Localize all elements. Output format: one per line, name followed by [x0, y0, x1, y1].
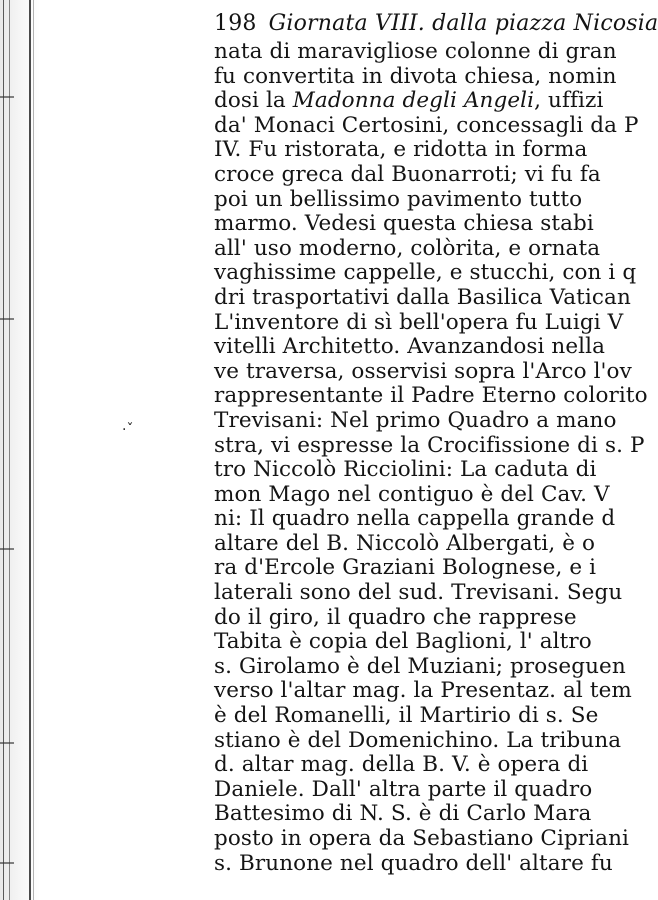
gutter-line	[33, 0, 34, 900]
text-line: fu convertita in divota chiesa, nomin	[214, 63, 617, 89]
gutter-line	[29, 0, 31, 900]
text-line: s. Brunone nel quadro dell' altare fu	[214, 850, 613, 876]
text-line: tro Niccolò Ricciolini: La caduta di	[214, 457, 597, 483]
text-line: do il giro, il quadro che rapprese	[214, 604, 577, 630]
text-line: ni: Il quadro nella cappella grande d	[214, 506, 616, 532]
text-line: croce greca dal Buonarroti; vi fu fa	[214, 161, 601, 187]
gutter-mark	[0, 96, 14, 98]
text-line: ra d'Ercole Graziani Bolognese, e i	[214, 555, 597, 581]
margin-mark: ·ˇ	[122, 422, 134, 438]
text-line: dosi la Madonna degli Angeli, uffizi	[214, 88, 604, 114]
text-line: posto in opera da Sebastiano Cipriani	[214, 826, 630, 851]
text-line: IV. Fu ristorata, e ridotta in forma	[214, 137, 588, 163]
body-text	[214, 39, 648, 876]
text-line: Battesimo di N. S. è di Carlo Mara	[214, 801, 592, 827]
text-line: stiano è del Domenichino. La tribuna	[214, 727, 622, 753]
italic-phrase: Madonna degli Angeli	[292, 88, 535, 114]
text-line: L'inventore di sì bell'opera fu Luigi V	[214, 309, 624, 335]
text-line: nata di maravigliose colonne di gran	[214, 39, 617, 64]
text-line: da' Monaci Certosini, concessagli da P	[214, 112, 639, 138]
gutter-line	[3, 0, 4, 900]
binding-gutter	[0, 0, 40, 900]
gutter-line	[9, 0, 10, 900]
text-line: all' uso moderno, colòrita, e ornata	[214, 235, 601, 261]
page-number: 198	[214, 11, 257, 36]
text-line: d. altar mag. della B. V. è opera di	[214, 752, 589, 778]
gutter-mark	[0, 742, 14, 744]
text-line: marmo. Vedesi questa chiesa stabi	[214, 211, 594, 237]
text-line: altare del B. Niccolò Albergati, è o	[214, 530, 596, 556]
text-line: verso l'altar mag. la Presentaz. al tem	[214, 678, 632, 704]
text-line: stra, vi espresse la Crocifissione di s. P	[214, 432, 645, 458]
text-line: vaghissime cappelle, e stucchi, con i q	[214, 260, 637, 286]
text-line: poi un bellissimo pavimento tutto	[214, 186, 583, 212]
text-line: mon Mago nel contiguo è del Cav. V	[214, 481, 610, 507]
running-head: Giornata VIII. dalla piazza Nicosia	[268, 11, 658, 36]
text-line: Trevisani: Nel primo Quadro a mano	[214, 407, 617, 433]
text-line: Daniele. Dall' altra parte il quadro	[214, 776, 593, 802]
text-line: è del Romanelli, il Martirio di s. Se	[214, 703, 599, 729]
text-line: ve traversa, osservisi sopra l'Arco l'ov	[214, 358, 632, 384]
gutter-mark	[0, 548, 14, 550]
text-line: rappresentante il Padre Eterno colorito	[214, 383, 648, 409]
gutter-mark	[0, 862, 14, 864]
gutter-mark	[0, 318, 14, 320]
text-line: laterali sono del sud. Trevisani. Segu	[214, 580, 623, 606]
text-line: s. Girolamo è del Muziani; proseguen	[214, 653, 626, 679]
text-line: vitelli Architetto. Avanzandosi nella	[214, 334, 606, 360]
page-header	[214, 12, 658, 36]
text-line: Tabita è copia del Baglioni, l' altro	[214, 629, 592, 655]
text-line: dri trasportativi dalla Basilica Vatican	[214, 284, 631, 310]
